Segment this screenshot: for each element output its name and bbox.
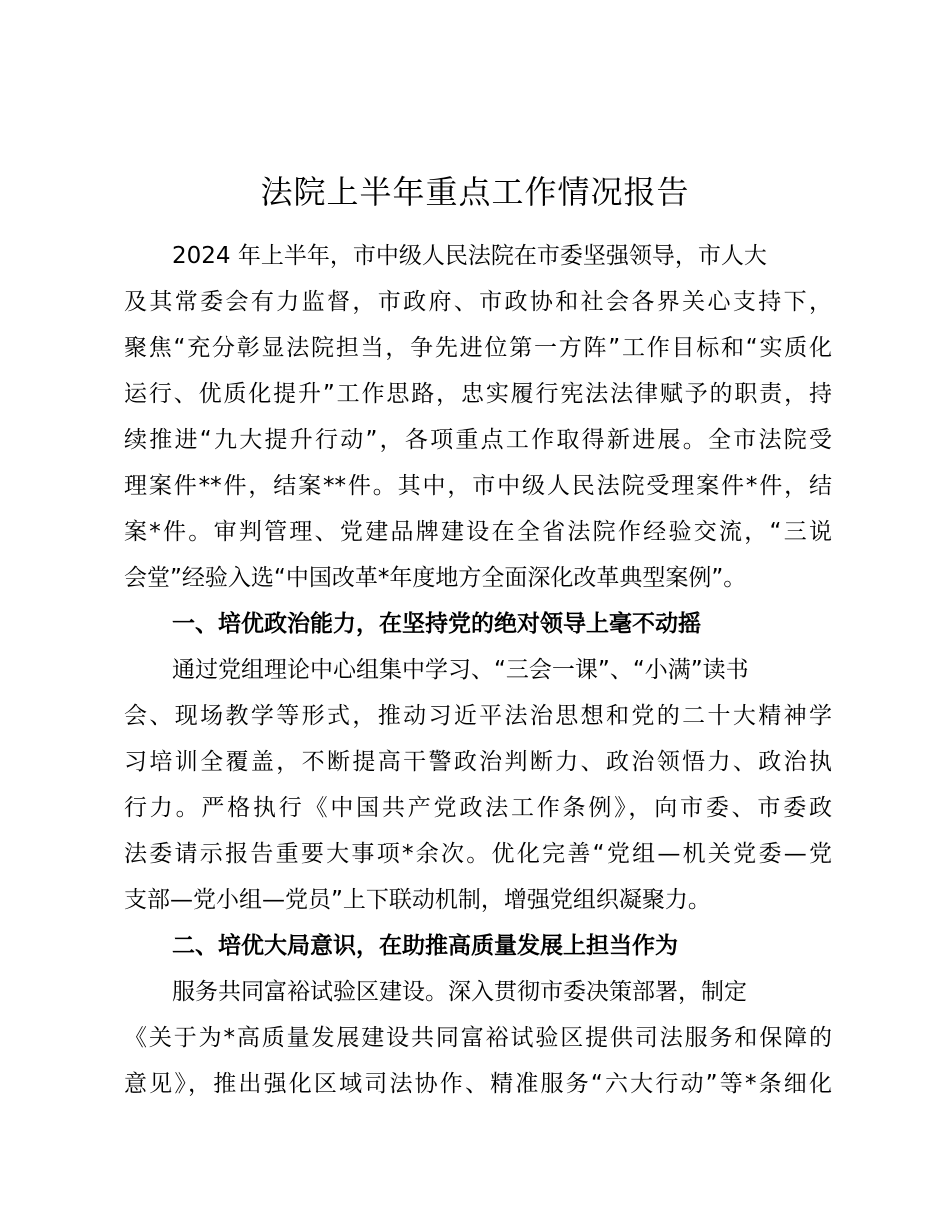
paragraph-line: 2024 年上半年，市中级人民法院在市委坚强领导，市人大 xyxy=(172,243,767,269)
document-body xyxy=(124,233,832,1107)
paragraph-line: 《关于为*高质量发展建设共同富裕试验区提供司法服务和保障的 xyxy=(124,1025,832,1051)
paragraph-line: 习培训全覆盖，不断提高干警政治判断力、政治领悟力、政治执 xyxy=(124,749,832,775)
paragraph-line: 支部—党小组—党员”上下联动机制，增强党组织凝聚力。 xyxy=(124,887,711,913)
paragraph-line: 法委请示报告重要大事项*余次。优化完善“党组—机关党委—党 xyxy=(124,841,832,867)
paragraph-line: 行力。严格执行《中国共产党政法工作条例》，向市委、市委政 xyxy=(124,795,832,821)
document-title: 法院上半年重点工作情况报告 xyxy=(260,173,690,211)
paragraph-line: 会堂”经验入选“中国改革*年度地方全面深化改革典型案例”。 xyxy=(124,565,747,591)
paragraph-line: 意见》，推出强化区域司法协作、精准服务“六大行动”等*条细化 xyxy=(124,1071,832,1097)
paragraph-line: 案*件。审判管理、党建品牌建设在全省法院作经验交流，“三说 xyxy=(124,519,832,545)
section-heading: 一、培优政治能力，在坚持党的绝对领导上毫不动摇 xyxy=(172,611,701,637)
paragraph-line: 会、现场教学等形式，推动习近平法治思想和党的二十大精神学 xyxy=(124,703,832,729)
paragraph-line: 服务共同富裕试验区建设。深入贯彻市委决策部署，制定 xyxy=(172,979,747,1005)
paragraph-line: 聚焦“充分彰显法院担当，争先进位第一方阵”工作目标和“实质化 xyxy=(124,335,832,361)
section-heading: 二、培优大局意识，在助推高质量发展上担当作为 xyxy=(172,933,678,959)
paragraph-line: 运行、优质化提升”工作思路，忠实履行宪法法律赋予的职责，持 xyxy=(124,381,832,407)
paragraph-line: 通过党组理论中心组集中学习、“三会一课”、“小满”读书 xyxy=(172,657,749,683)
paragraph-line: 理案件**件，结案**件。其中，市中级人民法院受理案件*件，结 xyxy=(124,473,832,499)
paragraph-line: 续推进“九大提升行动”，各项重点工作取得新进展。全市法院受 xyxy=(124,427,832,453)
paragraph-line: 及其常委会有力监督，市政府、市政协和社会各界关心支持下， xyxy=(124,289,832,315)
